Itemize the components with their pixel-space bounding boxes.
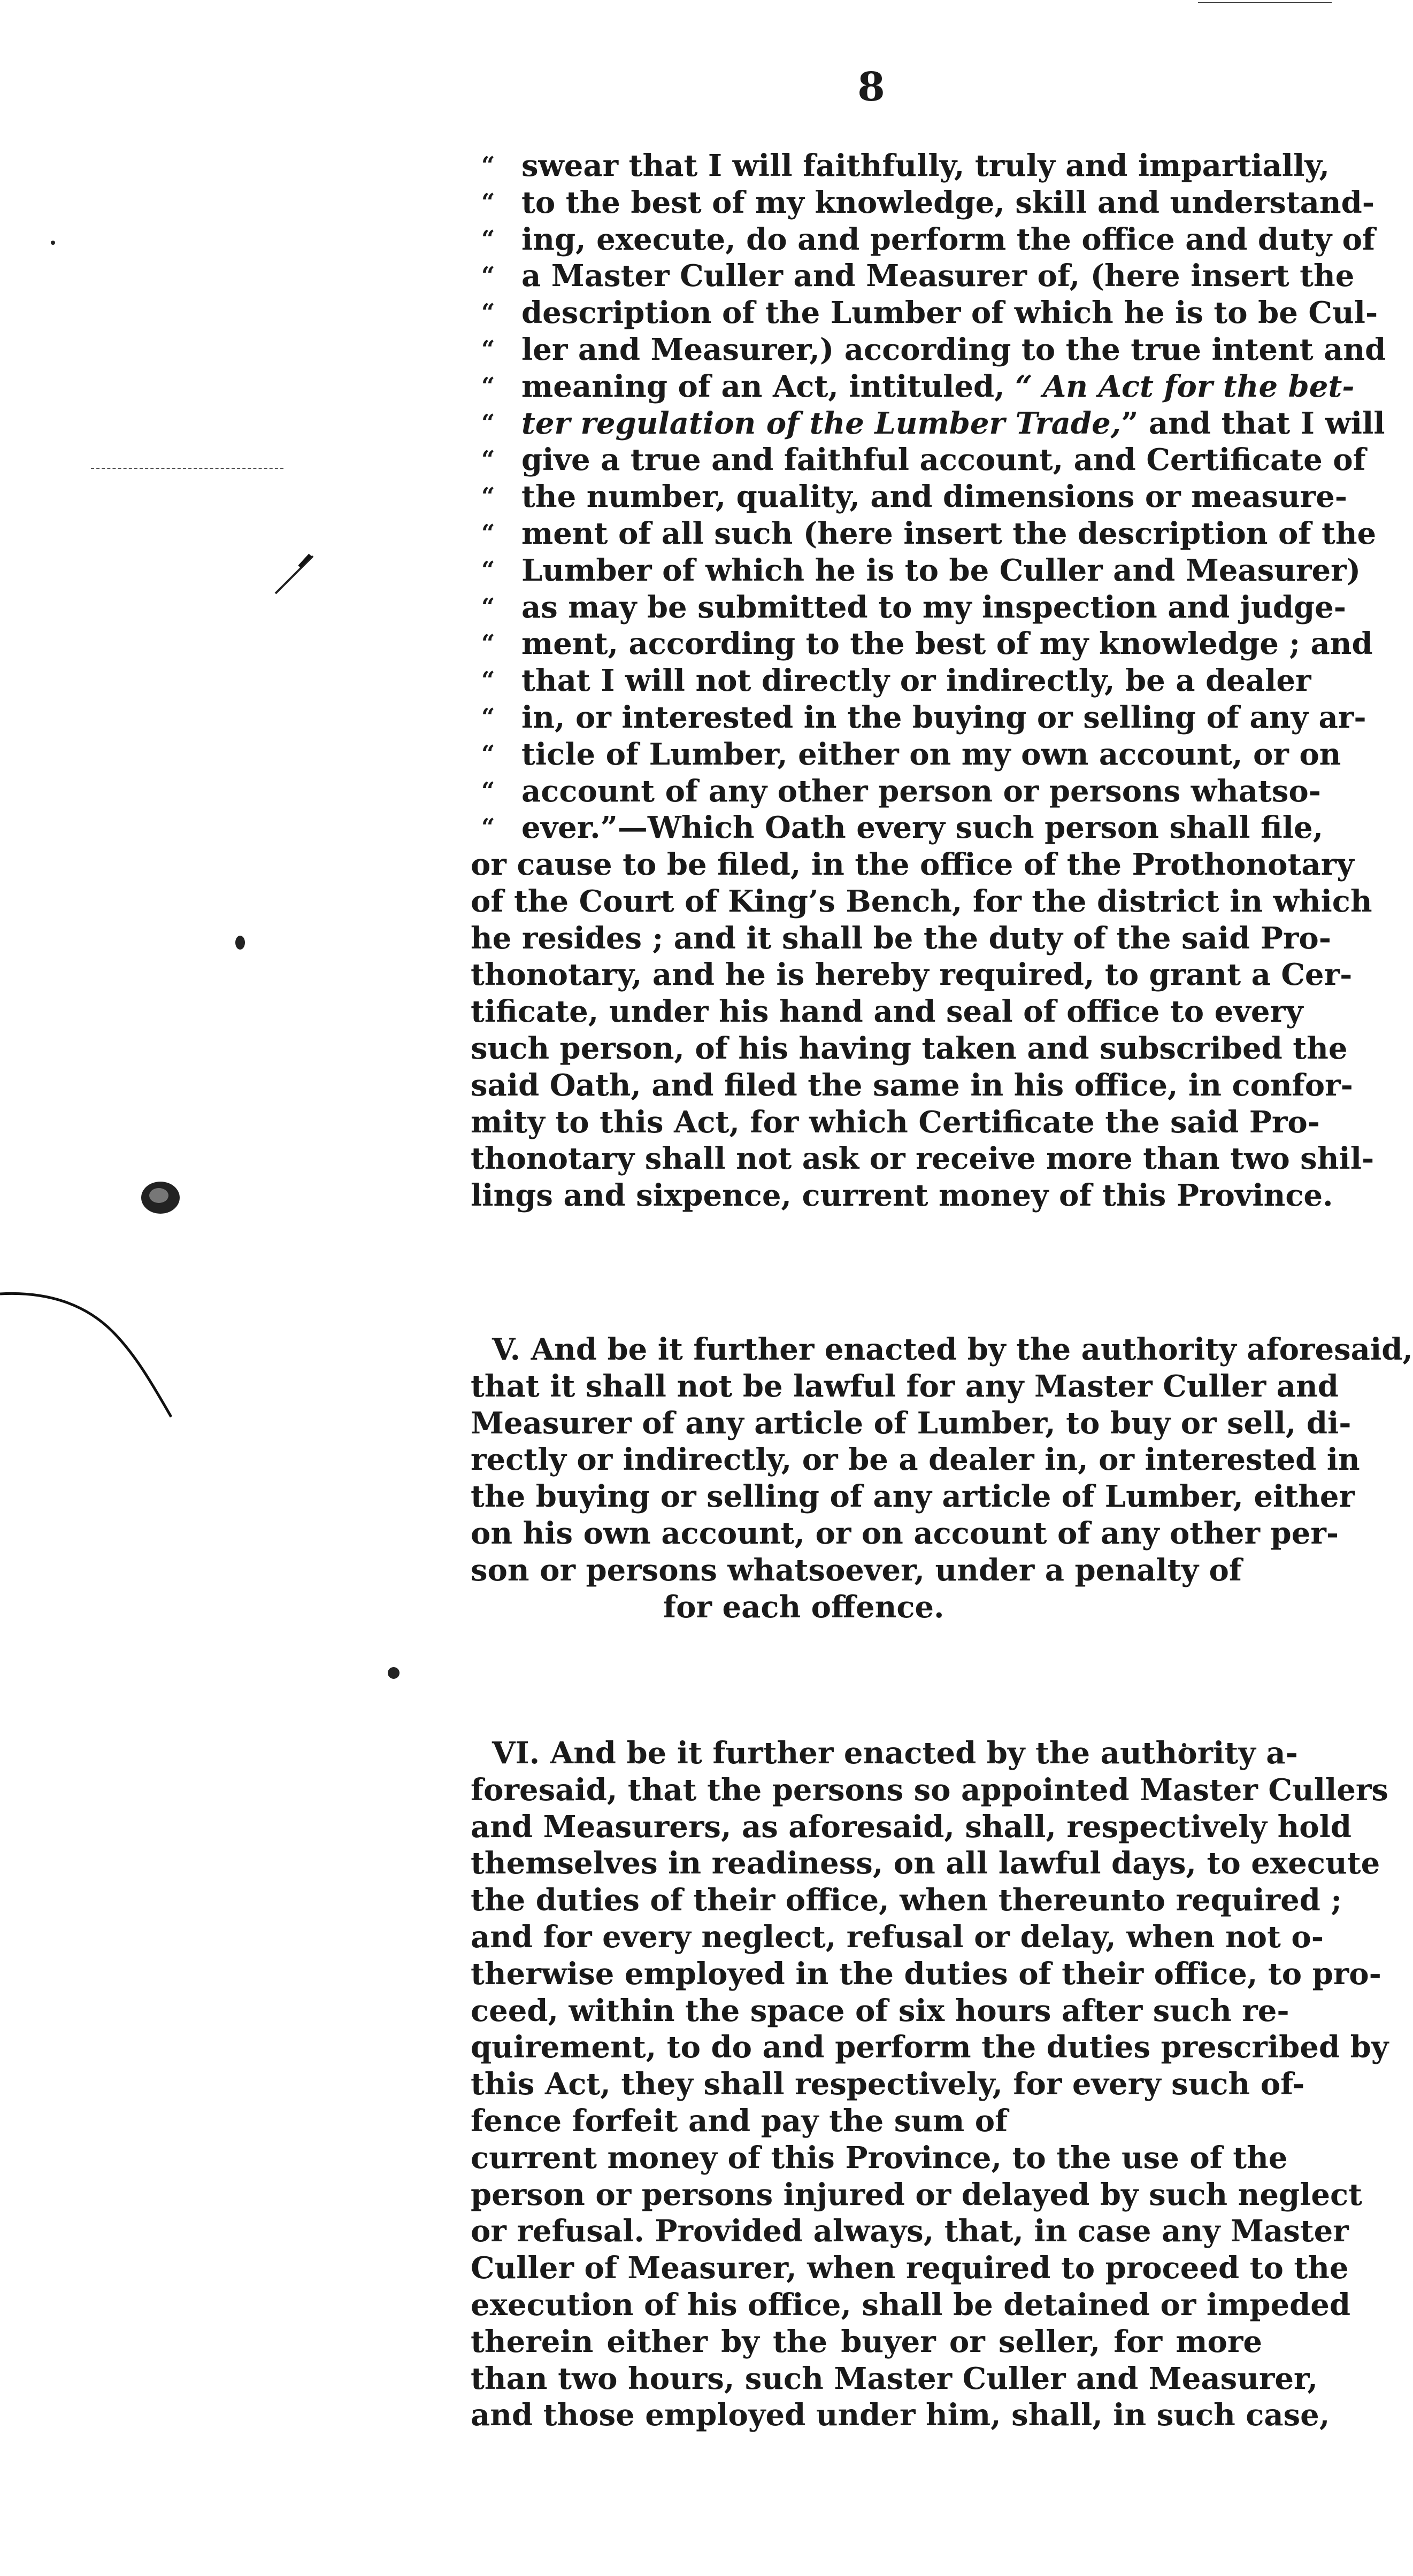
paragraph-line: thonotary, and he is hereby required, to grant a Cer- [471, 957, 1353, 993]
paragraph-line: foresaid, that the persons so appointed Master Cullers [471, 1772, 1388, 1808]
quote-mark: “ [481, 703, 494, 731]
oath-line-text: as may be submitted to my inspection and judge- [521, 589, 1347, 625]
oath-line-text: ” and that I will [1121, 405, 1385, 441]
oath-line [471, 589, 1347, 626]
oath-line [471, 552, 1361, 589]
paragraph-line: thonotary shall not ask or receive more than two shil- [471, 1141, 1374, 1177]
paragraph-line: and those employed under him, shall, in such case, [471, 2397, 1330, 2433]
oath-line-text: give a true and faithful account, and Certificate of [521, 442, 1366, 478]
oath-line-text: ment of all such (here insert the description of the [521, 515, 1377, 551]
paragraph-line: for each offence. [663, 1589, 944, 1625]
oath-line [471, 736, 1341, 773]
section-v [471, 1331, 1413, 1625]
paragraph-line: and for every neglect, refusal or delay, when not o- [471, 1919, 1324, 1955]
oath-line [471, 773, 1321, 810]
oath-line-text: a Master Culler and Measurer of, (here insert the [521, 258, 1355, 294]
quote-mark: “ [481, 483, 494, 511]
paragraph-line: this Act, they shall respectively, for every such of- [471, 2066, 1305, 2102]
paragraph-line: therein either by the buyer or seller, for more [471, 2324, 1262, 2359]
oath-line [471, 515, 1377, 552]
quote-mark: “ [481, 667, 494, 695]
oath-line [471, 295, 1378, 331]
paragraph-line: quirement, to do and perform the duties prescribed by [471, 2030, 1389, 2065]
quote-mark: “ [481, 152, 494, 179]
paragraph-line: he resides ; and it shall be the duty of the said Pro- [471, 920, 1331, 956]
oath-line [471, 148, 1330, 184]
quote-mark: “ [481, 556, 494, 584]
paragraph-line: fence forfeit and pay the sum of [471, 2103, 1008, 2139]
oath-line-text: to the best of my knowledge, skill and understand- [521, 184, 1375, 220]
quote-mark: “ [481, 335, 494, 363]
oath-line [471, 626, 1373, 662]
paragraph-line: ceed, within the space of six hours after such re- [471, 1993, 1289, 2029]
quote-mark: “ [481, 299, 494, 327]
oath-line-text: the number, quality, and dimensions or measure- [521, 479, 1348, 515]
oath-line [471, 184, 1375, 221]
oath-line [471, 662, 1311, 699]
quote-mark: “ [481, 262, 494, 290]
quote-mark: “ [481, 814, 494, 842]
paragraph-line: themselves in readiness, on all lawful days, to execute [471, 1846, 1380, 1881]
paragraph-line: such person, of his having taken and subscribed the [471, 1030, 1348, 1066]
quote-mark: “ [481, 225, 494, 253]
ink-blot [136, 1176, 185, 1219]
paragraph-line: the duties of their office, when thereunto required ; [471, 1883, 1342, 1918]
oath-line-text: ever.”—Which Oath every such person shall file, [521, 810, 1324, 846]
ink-stroke [0, 1272, 182, 1433]
oath-line [471, 479, 1348, 515]
oath-line-text: ticle of Lumber, either on my own account, or on [521, 736, 1341, 772]
paragraph-line: on his own account, or on account of any other per- [471, 1515, 1339, 1551]
oath-line-text: ler and Measurer,) according to the true intent and [521, 331, 1386, 367]
paragraph-line: said Oath, and filed the same in his office, in confor- [471, 1067, 1353, 1103]
speck [51, 241, 55, 245]
paragraph-line: Measurer of any article of Lumber, to buy or sell, di- [471, 1405, 1351, 1441]
oath-line-text: meaning of an Act, intituled, [521, 368, 1005, 404]
paragraph-line: than two hours, such Master Culler and Measurer, [471, 2361, 1318, 2396]
paragraph-line: that it shall not be lawful for any Master Culler and [471, 1368, 1339, 1404]
speck [235, 936, 245, 950]
oath-line-text: account of any other person or persons whatso- [521, 773, 1321, 809]
oath-filing-paragraph [471, 846, 1374, 1214]
section-heading-line: V. And be it further enacted by the authority aforesaid, [492, 1332, 1413, 1367]
oath-line-text: Lumber of which he is to be Culler and Measurer) [521, 552, 1361, 588]
paragraph-line: or cause to be filed, in the office of the Prothonotary [471, 847, 1354, 882]
oath-quotation [471, 148, 1386, 846]
paragraph-line: current money of this Province, to the use of the [471, 2140, 1288, 2176]
oath-line [471, 221, 1376, 258]
paragraph-line: execution of his office, shall be detained or impeded [471, 2287, 1351, 2323]
top-corner-rule [1198, 2, 1332, 3]
quote-mark: “ [481, 372, 494, 400]
paragraph-line: tificate, under his hand and seal of office to every [471, 994, 1303, 1030]
oath-line [471, 258, 1355, 295]
paragraph-line: Culler of Measurer, when required to proceed to the [471, 2250, 1349, 2286]
paragraph-line: son or persons whatsoever, under a penalty of [471, 1552, 1242, 1588]
oath-line [471, 405, 1385, 442]
pen-mark [270, 551, 318, 599]
act-title-italic: ter regulation of the Lumber Trade, [521, 405, 1122, 441]
oath-line [471, 699, 1366, 736]
section-heading-line: VI. And be it further enacted by the authority a- [492, 1736, 1298, 1771]
page-number: 8 [857, 64, 886, 110]
paragraph-line: and Measurers, as aforesaid, shall, respectively hold [471, 1809, 1352, 1845]
oath-line-text: swear that I will faithfully, truly and impartially, [521, 148, 1330, 183]
quote-mark: “ [481, 188, 494, 216]
margin-rule [91, 468, 283, 469]
speck [388, 1667, 400, 1679]
paragraph-line: lings and sixpence, current money of this Province. [471, 1178, 1333, 1214]
paragraph-line: person or persons injured or delayed by such neglect [471, 2177, 1363, 2212]
paragraph-line: of the Court of King’s Bench, for the district in which [471, 883, 1372, 919]
quote-mark: “ [481, 446, 494, 474]
oath-line-text: ing, execute, do and perform the office and duty of [521, 221, 1376, 257]
oath-line-text: ment, according to the best of my knowledge ; and [521, 626, 1373, 662]
quote-mark: “ [481, 777, 494, 805]
quote-mark: “ [481, 740, 494, 768]
oath-line [471, 442, 1366, 479]
oath-line [471, 368, 1355, 405]
paragraph-line: or refusal. Provided always, that, in case any Master [471, 2213, 1349, 2249]
paragraph-line: rectly or indirectly, or be a dealer in, or interested in [471, 1442, 1360, 1478]
oath-line-text: description of the Lumber of which he is to be Cul- [521, 295, 1378, 331]
oath-line-text: in, or interested in the buying or selling of any ar- [521, 699, 1366, 735]
act-title-italic: “ An Act for the bet- [1015, 368, 1355, 404]
section-vi [471, 1735, 1389, 2434]
quote-mark: “ [481, 519, 494, 547]
paragraph-line: therwise employed in the duties of their office, to pro- [471, 1956, 1381, 1992]
paragraph-line: mity to this Act, for which Certificate the said Pro- [471, 1104, 1320, 1140]
paragraph-line: the buying or selling of any article of Lumber, either [471, 1479, 1355, 1515]
oath-line [471, 809, 1324, 846]
quote-mark: “ [481, 593, 494, 621]
oath-line-text: that I will not directly or indirectly, be a dealer [521, 663, 1311, 699]
oath-line [471, 331, 1386, 368]
quote-mark: “ [481, 630, 494, 658]
quote-mark: “ [481, 409, 494, 437]
